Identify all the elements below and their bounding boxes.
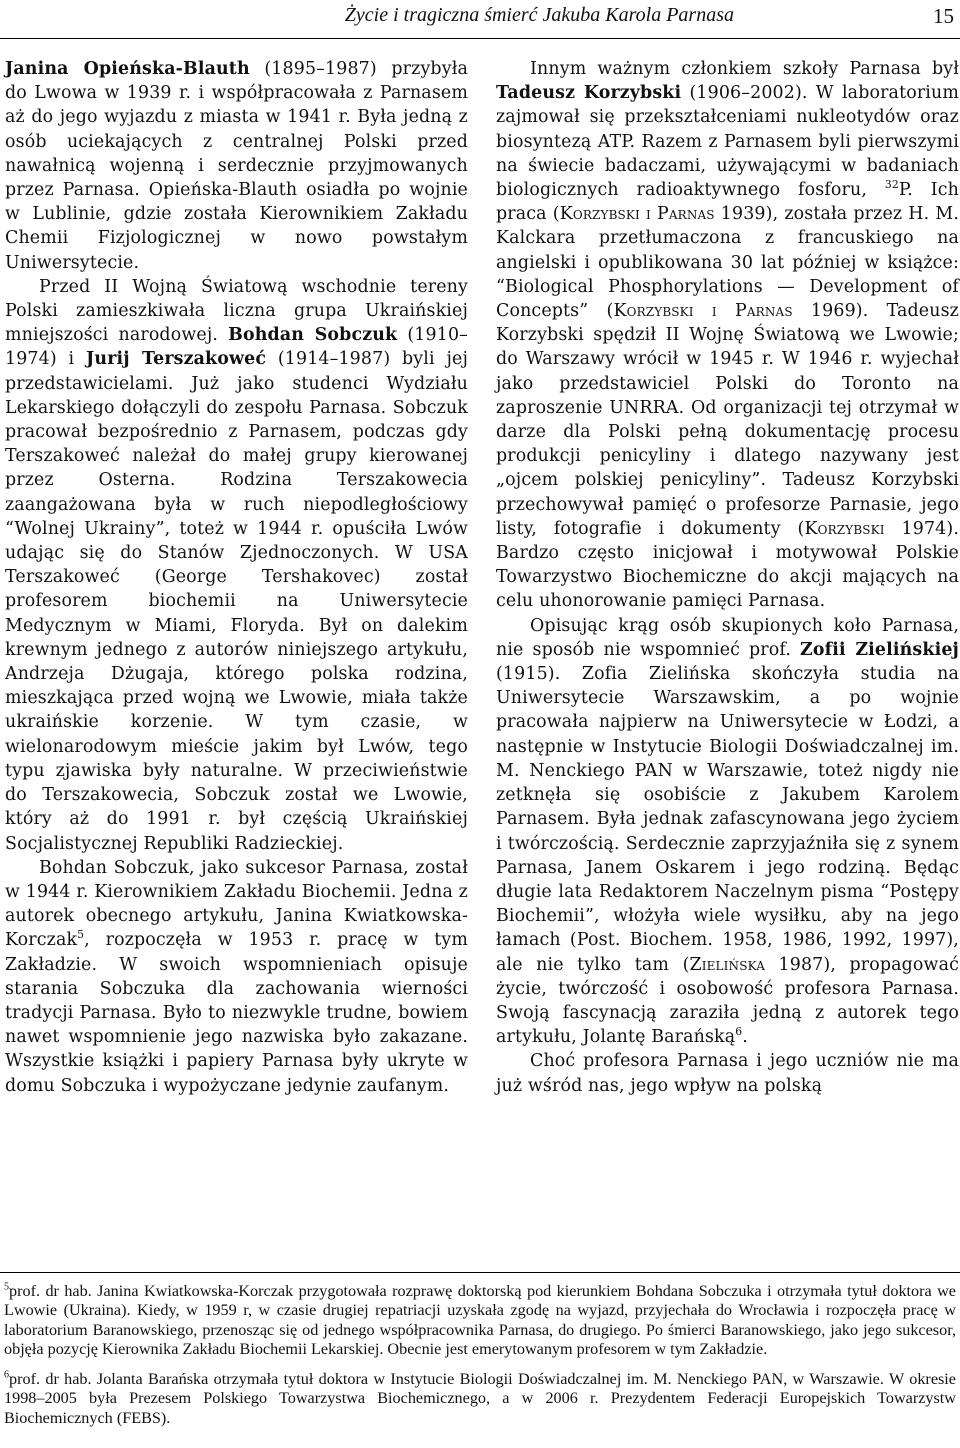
footnote-ref-6: 6	[735, 1025, 743, 1039]
citation-author: Korzybski i Parnas	[559, 204, 715, 225]
citation-author: Korzybski i Parnas	[613, 301, 793, 322]
header-rule	[0, 38, 960, 39]
footnotes	[4, 1282, 956, 1439]
paragraph-korzybski: Innym ważnym członkiem szkoły Parnasa był Tadeusz Korzybski (1906–2002). W laboratorium zajmował się przekształceniami nukleotydów oraz biosyntezą ATP. Razem z Parnasem byli pierwszymi na świecie badaczami, używającymi w badaniach biologicznych radioaktywnego fosforu, $^{32}$P. Ich praca (Korzybski i Parnas 1939), została przez H. M. Kalckara przetłumaczona z francuskiego na angielski i opublikowana 30 lat później w książce: “Biological Phosphorylations — Development of Concepts” (Korzybski i Parnas 1969). Tadeusz Korzybski spędził II Wojnę Światową we Lwowie; do Warszawy wrócił w 1945 r. W 1946 r. wyjechał jako przedstawiciel Polski do Toronto na zaproszenie UNRRA. Od organizacji tej otrzymał w darze dla Polski pełną dokumentację procesu produkcji penicyliny i dlatego nazywany jest „ojcem polskiej penicyliny”. Tadeusz Korzybski przechowywał pamięć o profesorze Parnasie, jego listy, fotografie i dokumenty (Korzybski 1974). Bardzo często inicjował i motywował Polskie Towarzystwo Biochemiczne do akcji mających na celu uhonorowanie pamięci Parnasa.	[496, 59, 959, 612]
paragraph-zielinska: Opisując krąg osób skupionych koło Parnasa, nie sposób nie wspomnieć prof. Zofii Zielińskiej (1915). Zofia Zielińska skończyła studia na Uniwersytecie Warszawskim, a po wojnie pracowała najpierw na Uniwersytecie w Łodzi, a następnie w Instytucie Biologii Doświadczalnej im. M. Nenckiego PAN w Warszawie, toteż nigdy nie zetknęła się osobiście z Jakubem Karolem Parnasem. Była jednak zafascynowana jego życiem i twórczością. Serdecznie zaprzyjaźniła się z synem Parnasa, Janem Oskarem i jego rodziną. Będąc długie lata Redaktorem Naczelnym pisma “Postępy Biochemii”, włożyła wiele wysiłku, aby na jego łamach (Post. Biochem. 1958, 1986, 1992, 1997), ale nie tylko tam (Zielińska 1987), propagować życie, twórczość i osobowość profesora Parnasa. Swoją fascynacją zaraziła jedną z autorek tego artykułu, Jolantę Barańską$^6$.	[496, 615, 959, 1048]
footnote-mark: 5	[4, 1281, 10, 1293]
paragraph-opienska-blauth: Janina Opieńska-Blauth (1895–1987) przybyła do Lwowa w 1939 r. i współpracowała z Parnasem aż do jego wyjazdu z miasta w 1941 r. Była jedną z osób uciekających z centralnej Polski przed nawałnicą wojenną i serdecznie przyjmowanych przez Parnasa. Opieńska-Blauth osiadła po wojnie w Lublinie, gdzie została Kierownikiem Zakładu Chemii Fizjologicznej w nowo powstałym Uniwersytecie.	[5, 59, 468, 273]
person-name: Jurij Terszakoweć	[86, 349, 267, 370]
citation-author: Korzybski	[804, 518, 885, 539]
person-name: Bohdan Sobczuk	[228, 325, 398, 346]
paragraph-sobczuk-successor: Bohdan Sobczuk, jako sukcesor Parnasa, został w 1944 r. Kierownikiem Zakładu Biochemii. Jedna z autorek obecnego artykułu, Janina Kwiatkowska-Korczak$^5$, rozpoczęła w 1953 r. pracę w tym Zakładzie. W swoich wspomnieniach opisuje starania Sobczuka dla zachowania wierności tradycji Parnasa. Było to niezwykle trudne, bowiem nawet wspomnienie jego nazwiska było zakazane. Wszystkie książki i papiery Parnasa były ukryte w domu Sobczuka i wypożyczane jedynie zaufanym.	[5, 857, 468, 1096]
paragraph-ukrainian-minority: Przed II Wojną Światową wschodnie tereny Polski zamieszkiwała liczna grupa Ukraińskiej mniejszości narodowej. Bohdan Sobczuk (1910–1974) i Jurij Terszakoweć (1914–1987) byli jej przedstawicielami. Już jako studenci Wydziału Lekarskiego dołączyli do zespołu Parnasa. Sobczuk pracował bezpośrednio z Parnasem, podczas gdy Terszakoweć należał do małej grupy kierowanej przez Osterna. Rodzina Terszakowecia zaangażowana była w ruch niepodległościowy “Wolnej Ukrainy”, toteż w 1944 r. opuściła Lwów udając się do Stanów Zjednoczonych. W USA Terszakoweć (George Tershakovec) został profesorem biochemii na Uniwersytecie Medycznym w Miami, Floryda. Był on dalekim krewnym jednego z autorów niniejszego artykułu, Andrzeja Dżugaja, którego polska rodzina, mieszkająca przed wojną we Lwowie, miała także ukraińskie korzenie. W tym czasie, w wielonarodowym mieście jakim był Lwów, tego typu zjawiska były naturalne. W przeciwieństwie do Terszakowecia, Sobczuk został we Lwowie, który aż do 1991 r. był częścią Ukraińskiej Socjalistycznej Republiki Radzieckiej.	[5, 276, 468, 854]
isotope-superscript: 32	[884, 178, 899, 192]
page-header	[0, 4, 960, 34]
footnote-rule	[0, 1272, 960, 1273]
citation-author: Zielińska	[689, 954, 766, 975]
right-column	[496, 57, 959, 1098]
person-name: Zofii Zielińskiej	[800, 639, 959, 660]
left-column	[5, 57, 468, 1098]
person-name: Janina Opieńska-Blauth	[5, 59, 250, 79]
running-title: Życie i tragiczna śmierć Jakuba Karola Parnasa	[344, 4, 734, 26]
paragraph-legacy: Choć profesora Parnasa i jego uczniów nie ma już wśród nas, jego wpływ na polską	[496, 1051, 959, 1096]
footnote-ref-5: 5	[77, 928, 85, 942]
footnote-5: $^5$prof. dr hab. Janina Kwiatkowska-Korczak przygotowała rozprawę doktorską pod kierunkiem Bohdana Sobczuka i otrzymała tytuł doktora we Lwowie (Ukraina). Kiedy, w 1959 r, w czasie drugiej repatriacji uzyskała zgodę na wyjazd, przyjechała do Wrocławia i rozpoczęła pracę w laboratorium Baranowskiego, przenosząc się od jednego współpracownika Parnasa, do drugiego. Po śmierci Baranowskiego, jako jego sukcesor, objęła pozycję Kierownika Zakładu Biochemii Lekarskiej. Obecnie jest emerytowanym profesorem w tym Zakładzie.	[4, 1281, 956, 1358]
footnote-mark: 6	[4, 1369, 10, 1381]
page-number: 15	[933, 4, 954, 28]
footnote-6: $^6$prof. dr hab. Jolanta Barańska otrzymała tytuł doktora w Instytucie Biologii Doświadczalnej im. M. Nenckiego PAN, w Warszawie. W okresie 1998–2005 była Prezesem Polskiego Towarzystwa Biochemicznego, a w 2006 r. Prezydentem Federacji Europejskich Towarzystw Biochemicznych (FEBS).	[4, 1369, 956, 1427]
person-name: Tadeusz Korzybski	[496, 83, 682, 104]
